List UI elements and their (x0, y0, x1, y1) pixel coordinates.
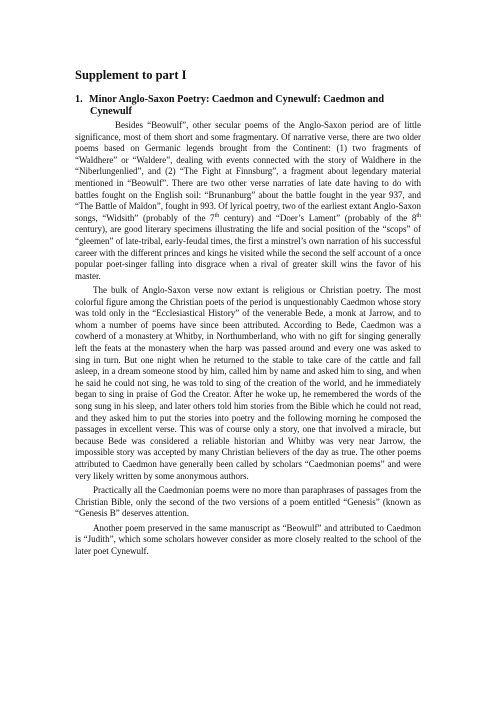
paragraph-2: The bulk of Anglo-Saxon verse now extant is religious or Christian poetry. The most colorful figure among the Christian poets of the period is unquestionably Caedmon whose story was told only in the “Ecclesiastical History” of the venerable Bede, a monk at Jarrow, and to whom a number of poems have since been attributed. According to Bede, Caedmon was a cowherd of a monastery at Whitby, in Northumberland, who with no gift for singing generally left the feats at the monastery when the harp was passed around and every one was asked to sing in turn. But one night when he returned to the stable to take care of the cattle and fall asleep, in a dream someone stood by him, called him by name and asked him to sing, and when he said he could not sing, he was told to sing of the creation of the world, and he immediately began to sing in praise of God the Creator. After he woke up, he remembered the words of the song sung in his sleep, and later others told him stories from the Bible which he could not read, and they asked him to put the stories into poetry and the following morning he composed the passages in excellent verse. This was of course only a story, one that involved a miracle, but because Bede was considered a reliable historian and Whitby was very near Jarrow, the impossible story was accepted by many Christian believers of the day as true. The other poems attributed to Caedmon have generally been called by scholars “Caedmonian poems” and were very likely written by some anonymous authors. (75, 285, 421, 481)
section-number: 1. (75, 94, 83, 105)
body-text (75, 120, 421, 560)
page-title: Supplement to part I (75, 68, 187, 82)
paragraph-3: Practically all the Caedmonian poems were no more than paraphrases of passages from the Christian Bible, only the second of the two versions of a poem entitled “Genesis” (known as “Genesis B” deserves attention. (75, 485, 421, 519)
paragraph-4: Another poem preserved in the same manuscript as “Beowulf” and attributed to Caedmon is “Judith”, which some scholars however consider as more closely realted to the school of the later poet Cynewulf. (75, 522, 421, 556)
ordinal-suffix: th (214, 212, 220, 219)
paragraph-1-part1: Besides “Beowulf”, other secular poems of the Anglo-Saxon period are of little significance, most of them short and some fragmentary. Of narrative verse, there are two older poems based on Germanic legends brought from the Continent: (1) two fragments of “Waldhere” or “Waldere”, dealing with events connected with the story of Waldhere in the “Niberlungenlied”, and (2) “The Fight at Finnsburg”, a fragment about legendary material mentioned in “Beowulf”. There are two other verse narraties of late date having to do with battles fought on the English soil: “Brunanburg” about the battle fought in the year 937, and “The Battle of Maldon”, fought in 993. Of lyrical poetry, two of the earliest extant Anglo-Saxon songs, “Widsith” (probably of the 7 (75, 120, 421, 223)
section-heading-line1: Minor Anglo-Saxon Poetry: Caedmon and Cynewulf: Caedmon and (89, 94, 384, 105)
ordinal-suffix: th (416, 212, 421, 219)
paragraph-1 (75, 120, 421, 282)
section-heading (75, 94, 421, 118)
paragraph-1-part3: century), are good literary specimens illustrating the life and social position of the “scops” of “gleemen” of late-tribal, early-feudal times, the first a minstrel’s own narration of his successful career with the different princes and kings he visited while the second the self account of a once popular poet-singer falling into disgrace when a rival of greater skill wins the favor of his master. (75, 224, 421, 281)
paragraph-1-part2: century) and “Doer’s Lament” (probably of the 8 (219, 212, 417, 223)
section-heading-line2: Cynewulf (90, 106, 132, 117)
